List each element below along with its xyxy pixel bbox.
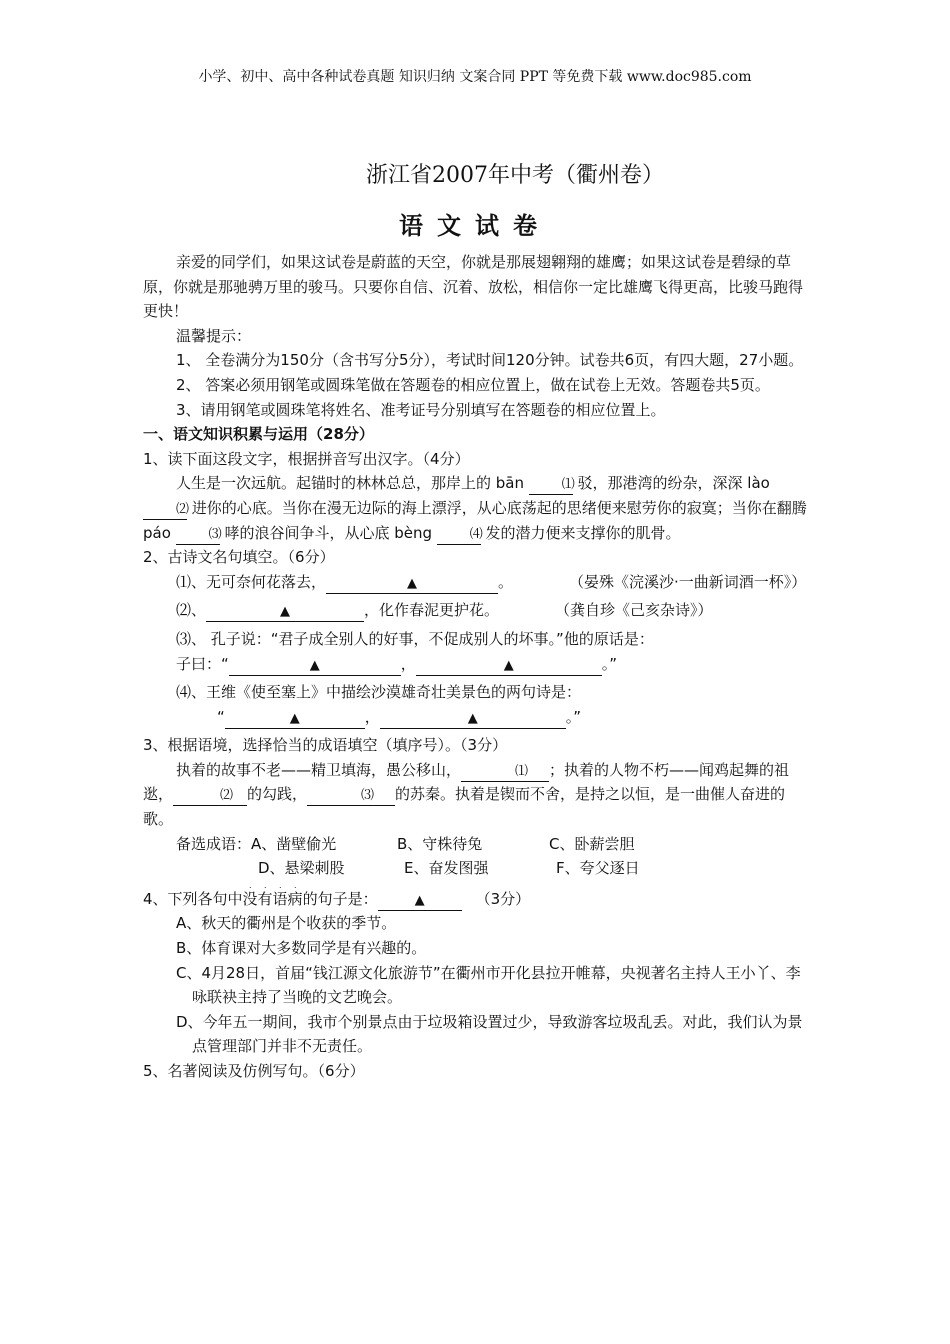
question-2-item-3: ⑶、 孔子说：“君子成全别人的好事，不促成别人的坏事。”他的原话是： [176,629,654,648]
item-text: ⑵、 [176,601,207,620]
option-d: D、今年五一期间，我市个别景点由于垃圾箱设置过少，导致游客垃圾乱丢。对此，我们认为景点管理部门并非不无责任。 [176,1012,803,1056]
answer-blank: ▲ [206,603,364,622]
title-text: 的句子是： [302,889,378,908]
passage-text: 发的潜力便来支撑你的肌骨。 [480,523,681,542]
item-text: 。” [565,707,582,726]
passage-text: 驳，那港湾的纷杂，深深 lào [572,474,770,493]
question-2-item-2 [143,598,808,623]
question-3-title: 3、根据语境，选择恰当的成语填空（填序号）。（3分） [143,736,508,755]
answer-blank: ▲ [380,710,566,729]
idiom-option: B、守株待兔 [397,834,483,853]
question-2-item-4: ⑷、王维《使至塞上》中描绘沙漠雄奇壮美景色的两句诗是： [176,683,582,702]
exam-subtitle: 语文试卷 [399,211,551,240]
item-text: ， [364,707,380,726]
item-text: 。” [601,654,618,673]
idiom-option: D、悬梁刺股 [258,859,345,878]
question-1-title: 1、读下面这段文字，根据拼音写出汉字。（4分） [143,449,470,468]
tip-item: 2、 答案必须用钢笔或圆珠笔做在答题卷的相应位置上，做在试卷上无效。答题卷共5页。 [176,375,770,394]
item-text: ，化作春泥更护花。 [364,601,500,620]
passage-text: 的勾践， [247,785,308,804]
question-5-title: 5、名著阅读及仿例写句。（6分） [143,1062,365,1080]
answer-blank: ⑴ [461,763,549,782]
answer-blank: ⑵ [173,787,247,806]
idiom-option: F、夸父逐日 [556,859,640,878]
options-label: 备选成语： [176,834,252,853]
passage-text: 的苏秦。执着是锲而不舍，是持之以恒，是一曲催人奋进的歌。 [143,785,786,829]
option-b: B、体育课对大多数同学是有兴趣的。 [176,939,427,958]
passage-text: 执着的故事不老——精卫填海，愚公移山， [176,760,462,779]
question-2-item-4-answer [143,705,808,730]
idiom-option: C、卧薪尝胆 [549,834,635,853]
tips-label: 温馨提示： [176,326,252,345]
answer-blank: ▲ [416,657,602,676]
answer-blank: ▲ [326,575,498,594]
item-source: （龚自珍《己亥杂诗》） [555,601,713,620]
answer-blank: ▲ [225,710,365,729]
item-text: 。 [498,572,514,591]
item-text: “ [217,707,225,726]
question-3-passage [143,758,808,832]
title-text: （3分） [475,889,531,908]
question-2-item-3-answer [143,652,808,677]
passage-text: ；执着的人物不朽——闻鸡起舞的祖逖， [143,760,790,804]
item-text: ⑴、无可奈何花落去， [176,572,327,591]
section-heading: 一、语文知识积累与运用（28分） [143,425,374,444]
idiom-option: A、凿壁偷光 [251,834,337,853]
page-header: 小学、初中、高中各种试卷真题 知识归纳 文案合同 PPT 等免费下载 www.doc985.com [198,69,752,85]
passage-text: 进你的心底。当你在漫无边际的海上漂浮，从心底荡起的思绪便来慰劳你的寂寞；当你在翻腾 páo [143,498,807,542]
answer-blank: ⑶ [176,526,220,545]
item-text: ， [400,654,416,673]
answer-blank: ⑵ [143,501,187,520]
tip-item: 1、 全卷满分为150分（含书写分5分），考试时间120分钟。试卷共6页，有四大题，27小题。 [176,351,804,370]
passage-text: 哮的浪谷间争斗，从心底 bèng [219,523,437,542]
tip-item: 3、请用钢笔或圆珠笔将姓名、准考证号分别填写在答题卷的相应位置上。 [176,400,666,419]
question-2-title: 2、古诗文名句填空。（6分） [143,548,335,567]
question-4-title [143,881,808,912]
item-text: 子曰：“ [176,654,229,673]
intro-paragraph: 亲爱的同学们，如果这试卷是蔚蓝的天空，你就是那展翅翱翔的雄鹰；如果这试卷是碧绿的草原，你就是那驰骋万里的骏马。只要你自信、沉着、放松，相信你一定比雄鹰飞得更高，比骏马跑得更快！ [143,253,804,321]
idiom-options-row [143,832,808,857]
emphasis-text: 没有语病 [242,889,303,908]
item-source: （晏殊《浣溪沙·一曲新词酒一杯》） [569,572,807,591]
answer-blank: ⑷ [437,526,481,545]
idiom-options-row [143,856,808,881]
passage-text: 人生是一次远航。起锚时的林林总总，那岸上的 bān [176,474,529,493]
answer-blank: ▲ [229,657,401,676]
exam-title: 浙江省2007年中考（衢州卷） [366,163,664,188]
idiom-option: E、奋发图强 [404,859,489,878]
answer-blank: ⑴ [529,476,573,495]
option-c: C、4月28日，首届“钱江源文化旅游节”在衢州市开化县拉开帷幕，央视著名主持人王小丫、李咏联袂主持了当晚的文艺晚会。 [176,963,801,1007]
question-2-item-1 [143,570,808,595]
question-1-passage [143,471,808,545]
answer-blank: ▲ [378,892,462,911]
answer-blank: ⑶ [307,787,395,806]
exam-content [143,250,808,1084]
option-a: A、秋天的衢州是个收获的季节。 [176,914,397,933]
title-text: 4、下列各句中 [143,889,243,908]
